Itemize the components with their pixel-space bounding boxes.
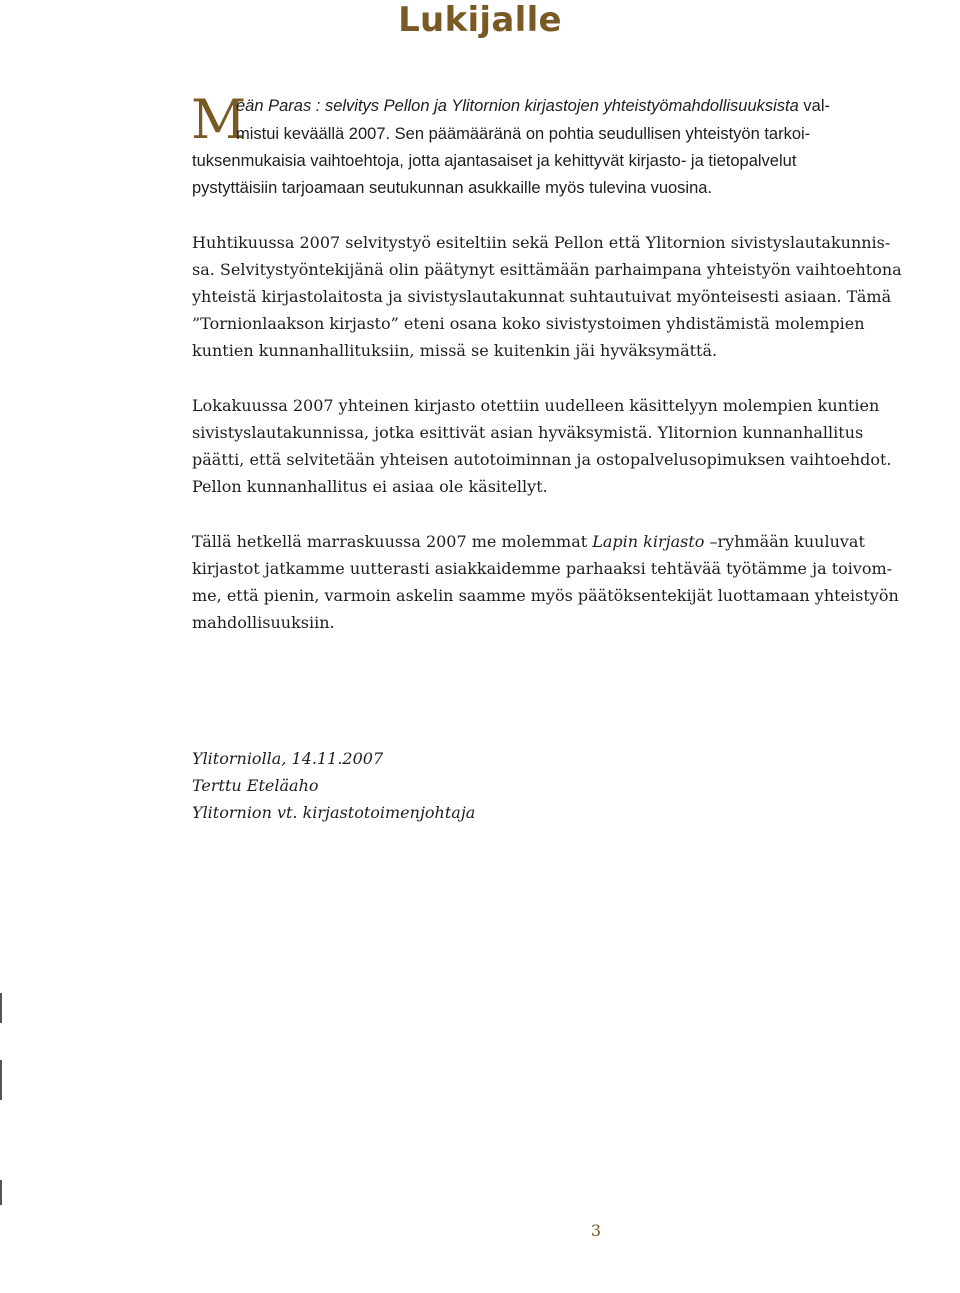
paragraph-1-line-4: pystyttäisiin tarjoamaan seutukunnan asukkaille myös tulevina vuosina. xyxy=(192,179,713,197)
paragraph-2-line-4: ”Tornionlaakson kirjasto” eteni osana koko sivistystoimen yhdistämistä molempien xyxy=(192,314,865,333)
report-title: eän Paras : selvitys Pellon ja Ylitornion kirjastojen yhteistyömahdollisuuksista xyxy=(236,97,799,115)
paragraph-1-line-3: tuksenmukaisia vaihtoehtoja, jotta ajantasaiset ja kehittyvät kirjasto- ja tietopalvelut xyxy=(192,152,797,170)
paragraph-1-line-2: mistui keväällä 2007. Sen päämääränä on pohtia seudullisen yhteistyön tarkoi- xyxy=(236,125,811,143)
network-name: Lapin kirjasto xyxy=(592,532,705,551)
signature-name: Terttu Eteläaho xyxy=(192,776,319,795)
paragraph-4-line-3: me, että pienin, varmoin askelin saamme myös päätöksentekijät luottamaan yhteistyön xyxy=(192,586,899,605)
paragraph-4-line-1-end: –ryhmään kuuluvat xyxy=(704,532,865,551)
scan-edge-mark xyxy=(0,1060,2,1100)
paragraph-2-line-2: sa. Selvitystyöntekijänä olin päätynyt esittämään parhaimpana yhteistyön vaihtoehtona xyxy=(192,260,902,279)
paragraph-2-line-5: kuntien kunnanhallituksiin, missä se kuitenkin jäi hyväksymättä. xyxy=(192,341,718,360)
page-number: 3 xyxy=(590,1221,602,1240)
scan-edge-mark xyxy=(0,993,2,1023)
signature-place-date: Ylitorniolla, 14.11.2007 xyxy=(192,749,384,768)
paragraph-4-line-1-start: Tällä hetkellä marraskuussa 2007 me molemmat xyxy=(192,532,593,551)
drop-cap: M xyxy=(191,88,247,151)
paragraph-3-line-3: päätti, että selvitetään yhteisen autotoiminnan ja ostopalvelusopimuksen vaihtoehdot. xyxy=(192,450,892,469)
signature-role: Ylitornion vt. kirjastotoimenjohtaja xyxy=(192,803,476,822)
paragraph-4-line-2: kirjastot jatkamme uutterasti asiakkaidemme parhaaksi tehtävää työtämme ja toivom- xyxy=(192,559,893,578)
paragraph-4-line-1 xyxy=(192,531,865,553)
page-title: Lukijalle xyxy=(398,0,562,40)
paragraph-3-line-4: Pellon kunnanhallitus ei asiaa ole käsitellyt. xyxy=(192,477,548,496)
paragraph-1-line-1 xyxy=(236,95,830,117)
paragraph-1-line-1-tail: val- xyxy=(798,97,830,115)
paragraph-2-line-3: yhteistä kirjastolaitosta ja sivistyslautakunnat suhtautuivat myönteisesti asiaan. Tämä xyxy=(192,287,892,306)
paragraph-3-line-1: Lokakuussa 2007 yhteinen kirjasto otettiin uudelleen käsittelyyn molempien kuntien xyxy=(192,396,880,415)
paragraph-2-line-1: Huhtikuussa 2007 selvitystyö esiteltiin sekä Pellon että Ylitornion sivistyslautakunnis- xyxy=(192,233,891,252)
scan-edge-mark xyxy=(0,1180,2,1205)
paragraph-3-line-2: sivistyslautakunnissa, jotka esittivät asian hyväksymistä. Ylitornion kunnanhallitus xyxy=(192,423,864,442)
paragraph-4-line-4: mahdollisuuksiin. xyxy=(192,613,335,632)
